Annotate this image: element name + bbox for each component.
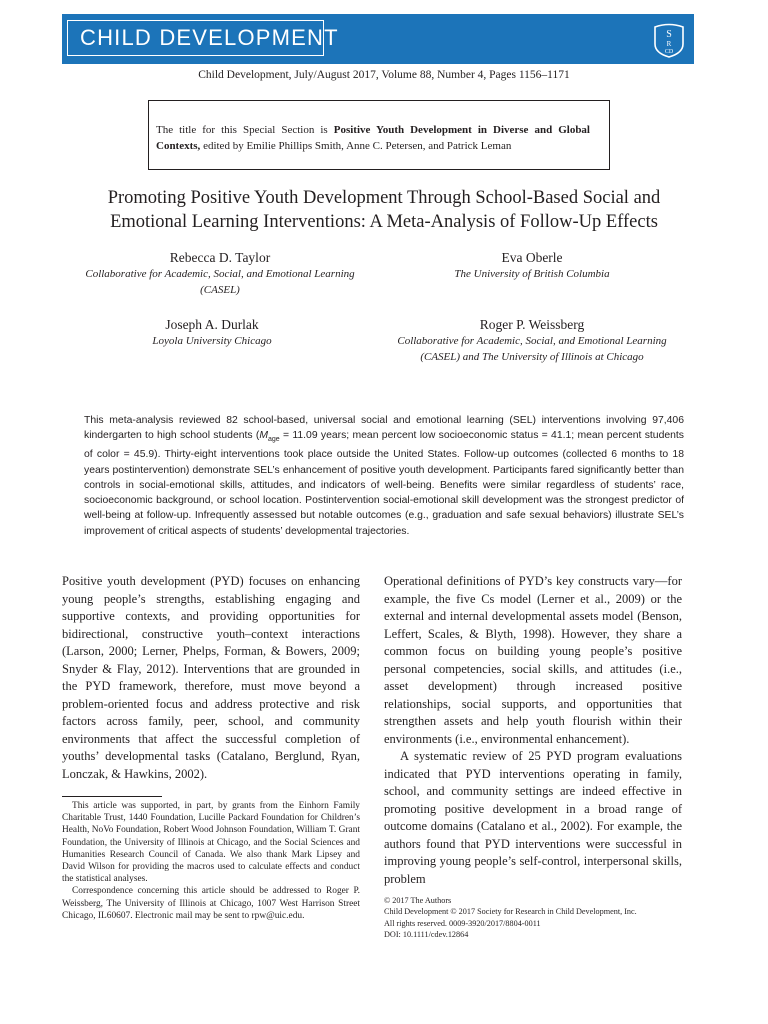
copyright-block bbox=[384, 895, 704, 940]
footnotes bbox=[62, 800, 360, 922]
author-affiliation bbox=[50, 267, 390, 298]
abstract bbox=[84, 413, 684, 539]
author-name: Rebecca D. Taylor bbox=[169, 250, 271, 265]
affiliation-line: (CASEL) bbox=[200, 283, 240, 296]
special-section-prefix: The title for this Special Section is bbox=[156, 124, 328, 136]
author-name: Roger P. Weissberg bbox=[479, 317, 585, 332]
author-affiliation bbox=[362, 334, 702, 365]
special-section-title: Positive Youth Development in Diverse and Global Contexts, bbox=[156, 124, 590, 152]
paper-title bbox=[40, 186, 728, 234]
body-paragraph: A systematic review of 25 PYD program evaluations indicated that PYD interventions operating in family, school, and community settings are indeed effective in promoting positive development in a broad range of outcome domains (Catalano et al., 2002). For example, the authors found that PYD interventions were successful in improving young people’s self-control, interpersonal skills, problem bbox=[384, 749, 682, 886]
abstract-m-symbol: M bbox=[259, 430, 269, 442]
body-column-right bbox=[384, 573, 682, 886]
journal-title: CHILD DEVELOPMENT bbox=[80, 25, 339, 50]
citation-line: Child Development, July/August 2017, Volume 88, Number 4, Pages 1156–1171 bbox=[198, 69, 570, 81]
special-section-editors: edited by Emilie Phillips Smith, Anne C. Petersen, and Patrick Leman bbox=[203, 139, 512, 152]
abstract-text: = 11.09 years; mean percent low socioeconomic status = 41.1; mean percent students of color = 45.9). Thirty-eight interventions took place outside the United States. Follow-up outcomes (collected 6 months to 18 years postintervention) demonstrate SEL’s enhancement of positive youth development. Participants fared significantly better than controls in social-emotional skills, attitudes, and indicators of well-being. Benefits were similar regardless of students’ race, socioeconomic background, or school location. Postintervention social-emotional skill development was the strongest predictor of well-being at follow-up. Infrequently assessed but notable outcomes (e.g., graduation and safe sexual behaviors) illustrate SEL’s improvement of critical aspects of students’ developmental trajectories. bbox=[84, 430, 684, 537]
svg-text:CD: CD bbox=[664, 49, 674, 55]
author-taylor bbox=[50, 249, 390, 298]
copyright-line: All rights reserved. 0009-3920/2017/8804-0011 bbox=[384, 918, 541, 928]
affiliation-line: Collaborative for Academic, Social, and Emotional Learning bbox=[397, 335, 667, 347]
special-section-note bbox=[156, 123, 590, 154]
srcd-logo-icon bbox=[652, 22, 686, 58]
body-paragraph: Positive youth development (PYD) focuses on enhancing young people’s strengths, establishing engaging and supportive contexts, and providing opportunities for bidirectional, constructive youth–context interactions (Larson, 2000; Lerner, Phelps, Forman, & Bowers, 2009; Snyder & Flay, 2012). Interventions that are grounded in the PYD framework, therefore, must move beyond a problem-oriented focus and address protective and risk factors across family, peer, school, and community environments that affect the successful completion of youths’ developmental tasks (Catalano, Berglund, Ryan, Lonczak, & Hawkins, 2002). bbox=[62, 574, 360, 781]
body-paragraph: Operational definitions of PYD’s key constructs vary—for example, the five Cs model (Lerner et al., 2009) or the external and internal developmental assets model (Benson, Leffert, Scales, & Blyth, 1998). However, they share a common focus on building young people’s positive personal competencies, social skills, and attitudes (i.e., asset development) through increased positive relationships, social supports, and opportunities that strengthen assets and help youth flourish within their environments (i.e., environmental enhancement). bbox=[384, 574, 682, 746]
abstract-text: This meta-analysis reviewed 82 school-based, universal social and emotional learning (SEL) interventions involving 97,406 kindergarten to high school students ( bbox=[84, 415, 684, 442]
affiliation-line: (CASEL) and The University of Illinois at Chicago bbox=[420, 350, 644, 363]
paper-title-line-2: Emotional Learning Interventions: A Meta-Analysis of Follow-Up Effects bbox=[110, 212, 658, 232]
copyright-line: © 2017 The Authors bbox=[384, 896, 452, 905]
author-affiliation: Loyola University Chicago bbox=[152, 335, 272, 347]
correspondence-note: Correspondence concerning this article should be addressed to Roger P. Weissberg, The University of Illinois at Chicago, 1007 West Harrison Street Chicago, IL60607. Electronic mail may be sent to rpw@uic.edu. bbox=[62, 886, 360, 921]
author-name: Joseph A. Durlak bbox=[165, 317, 259, 332]
footnote-divider bbox=[62, 796, 162, 797]
author-durlak bbox=[42, 316, 382, 350]
doi-line: DOI: 10.1111/cdev.12864 bbox=[384, 929, 469, 939]
abstract-m-subscript: age bbox=[268, 436, 280, 444]
affiliation-line: Collaborative for Academic, Social, and Emotional Learning bbox=[85, 268, 355, 280]
body-column-left bbox=[62, 573, 360, 781]
author-oberle bbox=[362, 249, 702, 283]
funding-note: This article was supported, in part, by grants from the Einhorn Family Charitable Trust, 1440 Foundation, Lucille Packard Foundation for Children’s Health, NoVo Foundation, Robert Wood Johnson Foundation, William T. Grant Foundation, the University of Illinois at Chicago, and the Social Sciences and Humanities Research Council of Canada. We also thank Mark Lipsey and David Wilson for providing the macros used to calculate effects and conduct the statistical analyses. bbox=[62, 801, 360, 885]
svg-text:S: S bbox=[666, 29, 672, 40]
copyright-line: Child Development © 2017 Society for Research in Child Development, Inc. bbox=[384, 907, 637, 917]
author-name: Eva Oberle bbox=[501, 250, 563, 265]
special-section-box bbox=[148, 100, 610, 170]
author-affiliation: The University of British Columbia bbox=[454, 268, 610, 280]
author-weissberg bbox=[362, 316, 702, 365]
journal-banner bbox=[62, 14, 694, 64]
svg-text:R: R bbox=[666, 40, 672, 48]
paper-title-line-1: Promoting Positive Youth Development Through School-Based Social and bbox=[107, 188, 661, 208]
